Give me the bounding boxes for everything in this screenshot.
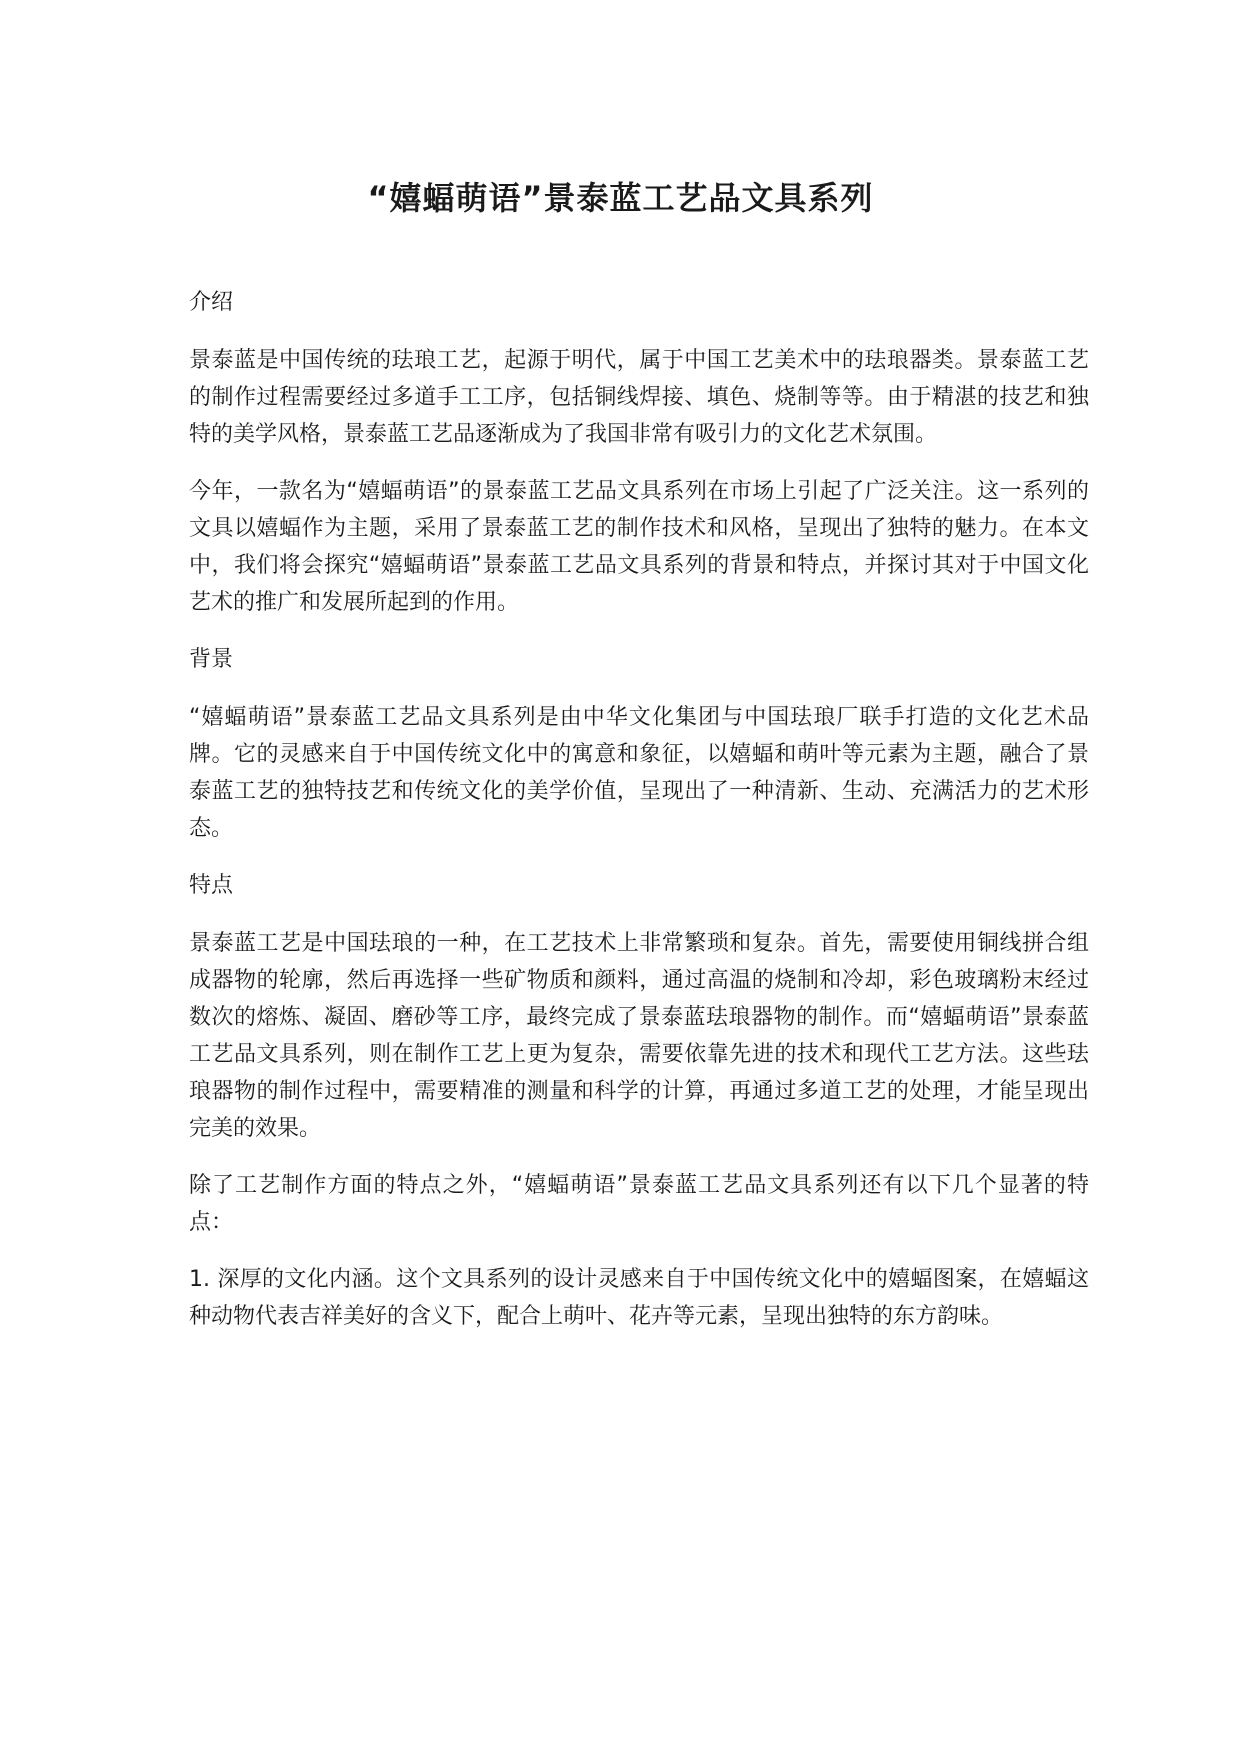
- section-heading-features: 特点: [189, 873, 234, 898]
- section-background: [189, 641, 1089, 847]
- section-intro: [189, 284, 1089, 621]
- paragraph: 今年，一款名为“嬉蝠萌语”的景泰蓝工艺品文具系列在市场上引起了广泛关注。这一系列的文具以嬉蝠作为主题，采用了景泰蓝工艺的制作技术和风格，呈现出了独特的魅力。在本文中，我们将会探究“嬉蝠萌语”景泰蓝工艺品文具系列的背景和特点，并探讨其对于中国文化艺术的推广和发展所起到的作用。: [189, 479, 1089, 615]
- document-body: [189, 284, 1089, 1335]
- paragraph: 景泰蓝工艺是中国珐琅的一种，在工艺技术上非常繁琐和复杂。首先，需要使用铜线拼合组成器物的轮廓，然后再选择一些矿物质和颜料，通过高温的烧制和冷却，彩色玻璃粉末经过数次的熔炼、凝固、磨砂等工序，最终完成了景泰蓝珐琅器物的制作。而“嬉蝠萌语”景泰蓝工艺品文具系列，则在制作工艺上更为复杂，需要依靠先进的技术和现代工艺方法。这些珐琅器物的制作过程中，需要精准的测量和科学的计算，再通过多道工艺的处理，才能呈现出完美的效果。: [189, 931, 1089, 1141]
- paragraph: 景泰蓝是中国传统的珐琅工艺，起源于明代，属于中国工艺美术中的珐琅器类。景泰蓝工艺的制作过程需要经过多道手工工序，包括铜线焊接、填色、烧制等等。由于精湛的技艺和独特的美学风格，景泰蓝工艺品逐渐成为了我国非常有吸引力的文化艺术氛围。: [189, 348, 1089, 447]
- paragraph: “嬉蝠萌语”景泰蓝工艺品文具系列是由中华文化集团与中国珐琅厂联手打造的文化艺术品牌。它的灵感来自于中国传统文化中的寓意和象征，以嬉蝠和萌叶等元素为主题，融合了景泰蓝工艺的独特技艺和传统文化的美学价值，呈现出了一种清新、生动、充满活力的艺术形态。: [189, 705, 1089, 841]
- section-heading-intro: 介绍: [189, 290, 234, 315]
- numbered-item: 1. 深厚的文化内涵。这个文具系列的设计灵感来自于中国传统文化中的嬉蝠图案，在嬉蝠这种动物代表吉祥美好的含义下，配合上萌叶、花卉等元素，呈现出独特的东方韵味。: [189, 1267, 1089, 1329]
- section-features: [189, 867, 1089, 1335]
- section-heading-background: 背景: [189, 647, 234, 672]
- document-title: “嬉蝠萌语”景泰蓝工艺品文具系列: [367, 179, 874, 217]
- paragraph: 除了工艺制作方面的特点之外，“嬉蝠萌语”景泰蓝工艺品文具系列还有以下几个显著的特点：: [189, 1173, 1089, 1235]
